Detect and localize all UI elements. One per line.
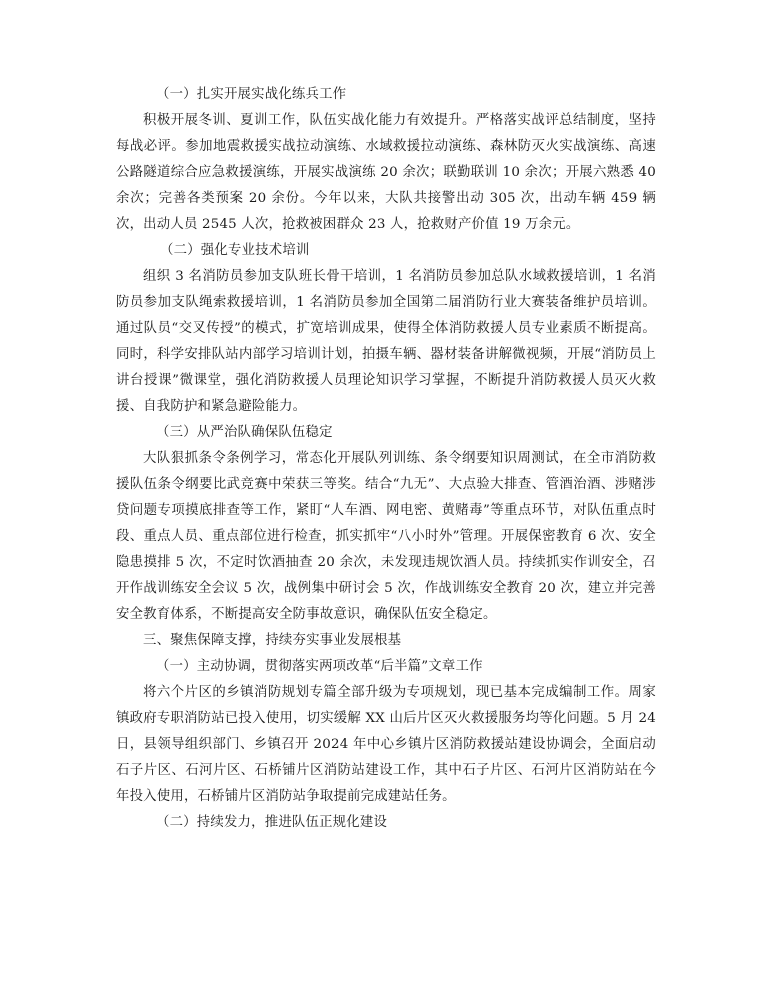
paragraph-drill-training: 积极开展冬训、夏训工作，队伍实战化能力有效提升。严格落实战评总结制度，坚持每战必评。参加地震救援实战拉动演练、水域救援拉动演练、森林防灭火实战演练、高速公路隧道综合应急救援演练，开展实战演练 20 余次；联勤联训 10 余次；开展六熟悉 40 余次；完善各类预案 20 余份。今年以来，大队共接警出动 305 次，出动车辆 459 辆次，出动人员 2545 人次，抢救被困群众 23 人，抢救财产价值 19 万余元。 — [116, 113, 656, 232]
section-heading-drill-training: （一）扎实开展实战化练兵工作 — [156, 87, 347, 102]
section-heading-standardization: （二）持续发力，推进队伍正规化建设 — [156, 815, 388, 830]
paragraph-professional-training: 组织 3 名消防员参加支队班长骨干培训，1 名消防员参加总队水域救援培训，1 名消防员参加支队绳索救援培训，1 名消防员参加全国第二届消防行业大赛装备维护员培训。通过队员“交叉传授”的模式，扩宽培训成果，使得全体消防救援人员专业素质不断提高。同时，科学安排队站内部学习培训计划，拍摄车辆、器材装备讲解微视频，开展“消防员上讲台授课”微课堂，强化消防救援人员理论知识学习掌握，不断提升消防救援人员灭火救援、自我防护和紧急避险能力。 — [116, 269, 656, 414]
chapter-heading-support: 三、聚焦保障支撑，持续夯实事业发展根基 — [143, 633, 402, 648]
paragraph-team-discipline: 大队狠抓条令条例学习，常态化开展队列训练、条令纲要知识周测试，在全市消防救援队伍条令纲要比武竞赛中荣获三等奖。结合“九无”、大点验大排查、管酒治酒、涉赌涉贷问题专项摸底排查等工作，紧盯“人车酒、网电密、黄赌毒”等重点环节，对队伍重点时段、重点人员、重点部位进行检查，抓实抓牢“八小时外”管理。开展保密教育 6 次、安全隐患摸排 5 次，不定时饮酒抽查 20 余次，未发现违规饮酒人员。持续抓实作训安全，召开作战训练安全会议 5 次，战例集中研讨会 5 次，作战训练安全教育 20 次，建立并完善安全教育体系，不断提高安全防事故意识，确保队伍安全稳定。 — [116, 451, 656, 622]
document-page — [116, 82, 656, 836]
section-heading-professional-training: （二）强化专业技术培训 — [160, 243, 310, 258]
section-heading-reform-coordination: （一）主动协调，贯彻落实两项改革“后半篇”文章工作 — [156, 659, 483, 674]
section-heading-team-discipline: （三）从严治队确保队伍稳定 — [156, 425, 333, 440]
paragraph-reform-coordination: 将六个片区的乡镇消防规划专篇全部升级为专项规划，现已基本完成编制工作。周家镇政府专职消防站已投入使用，切实缓解 XX 山后片区灭火救援服务均等化问题。5 月 24 日，县领导组织部门、乡镇召开 2024 年中心乡镇片区消防救援站建设协调会，全面启动石子片区、石河片区、石桥铺片区消防站建设工作，其中石子片区、石河片区消防站在今年投入使用，石桥铺片区消防站争取提前完成建站任务。 — [116, 685, 656, 804]
